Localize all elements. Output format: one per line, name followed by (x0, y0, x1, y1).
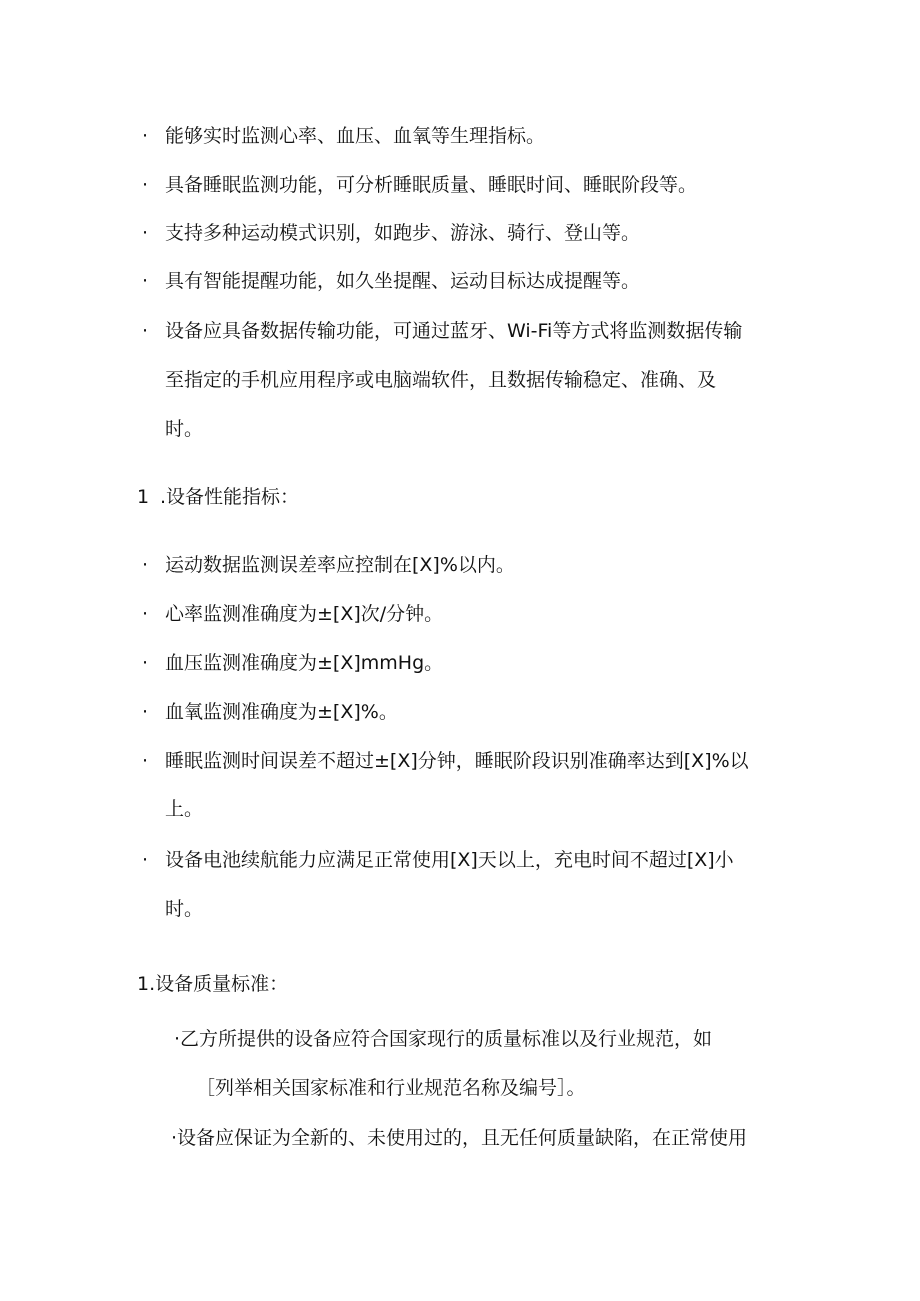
bullet-marker: · (142, 750, 149, 772)
bullet-marker: · (142, 174, 149, 196)
bullet-marker: · (142, 270, 149, 292)
feature-item: 具有智能提醒功能，如久坐提醒、运动目标达成提醒等。 (165, 270, 641, 292)
bullet-marker: · (142, 603, 149, 625)
bullet-marker: · (142, 849, 149, 871)
performance-item: 心率监测准确度为±[X]次/分钟。 (165, 603, 444, 625)
feature-item-transfer-line2: 至指定的手机应用程序或电脑端软件，且数据传输稳定、准确、及 (165, 369, 717, 391)
quality-item1-line2: ［列举相关国家标准和行业规范名称及编号］。 (196, 1077, 586, 1099)
bullet-marker: · (142, 320, 149, 342)
bullet-marker: · (142, 554, 149, 576)
bullet-marker: · (142, 125, 149, 147)
performance-item-sleep-line1: 睡眠监测时间误差不超过±[X]分钟，睡眠阶段识别准确率达到[X]%以 (165, 750, 749, 772)
performance-heading-text: .设备性能指标： (160, 486, 300, 508)
performance-item: 血压监测准确度为±[X]mmHg。 (165, 652, 444, 674)
bullet-marker: · (142, 701, 149, 723)
performance-item-sleep-line2: 上。 (165, 798, 204, 820)
feature-item: 支持多种运动模式识别，如跑步、游泳、骑行、登山等。 (165, 222, 641, 244)
bullet-marker: · (142, 222, 149, 244)
performance-item: 血氧监测准确度为±[X]%。 (165, 701, 398, 723)
quality-heading: 1.设备质量标准： (137, 973, 289, 995)
feature-item-transfer-line1: 设备应具备数据传输功能，可通过蓝牙、Wi-Fi等方式将监测数据传输 (165, 320, 743, 342)
bullet-marker: · (142, 652, 149, 674)
feature-item: 具备睡眠监测功能，可分析睡眠质量、睡眠时间、睡眠阶段等。 (165, 174, 698, 196)
feature-item: 能够实时监测心率、血压、血氧等生理指标。 (165, 125, 546, 147)
performance-item-battery-line2: 时。 (165, 898, 204, 920)
performance-heading-number: 1 (137, 486, 150, 508)
feature-item-transfer-line3: 时。 (165, 418, 204, 440)
performance-item-battery-line1: 设备电池续航能力应满足正常使用[X]天以上，充电时间不超过[X]小 (165, 849, 734, 871)
quality-item2-line1: ·设备应保证为全新的、未使用过的，且无任何质量缺陷，在正常使用 (171, 1127, 748, 1149)
performance-item: 运动数据监测误差率应控制在[X]%以内。 (165, 554, 515, 576)
quality-item1-line1: ·乙方所提供的设备应符合国家现行的质量标准以及行业规范，如 (174, 1028, 713, 1050)
